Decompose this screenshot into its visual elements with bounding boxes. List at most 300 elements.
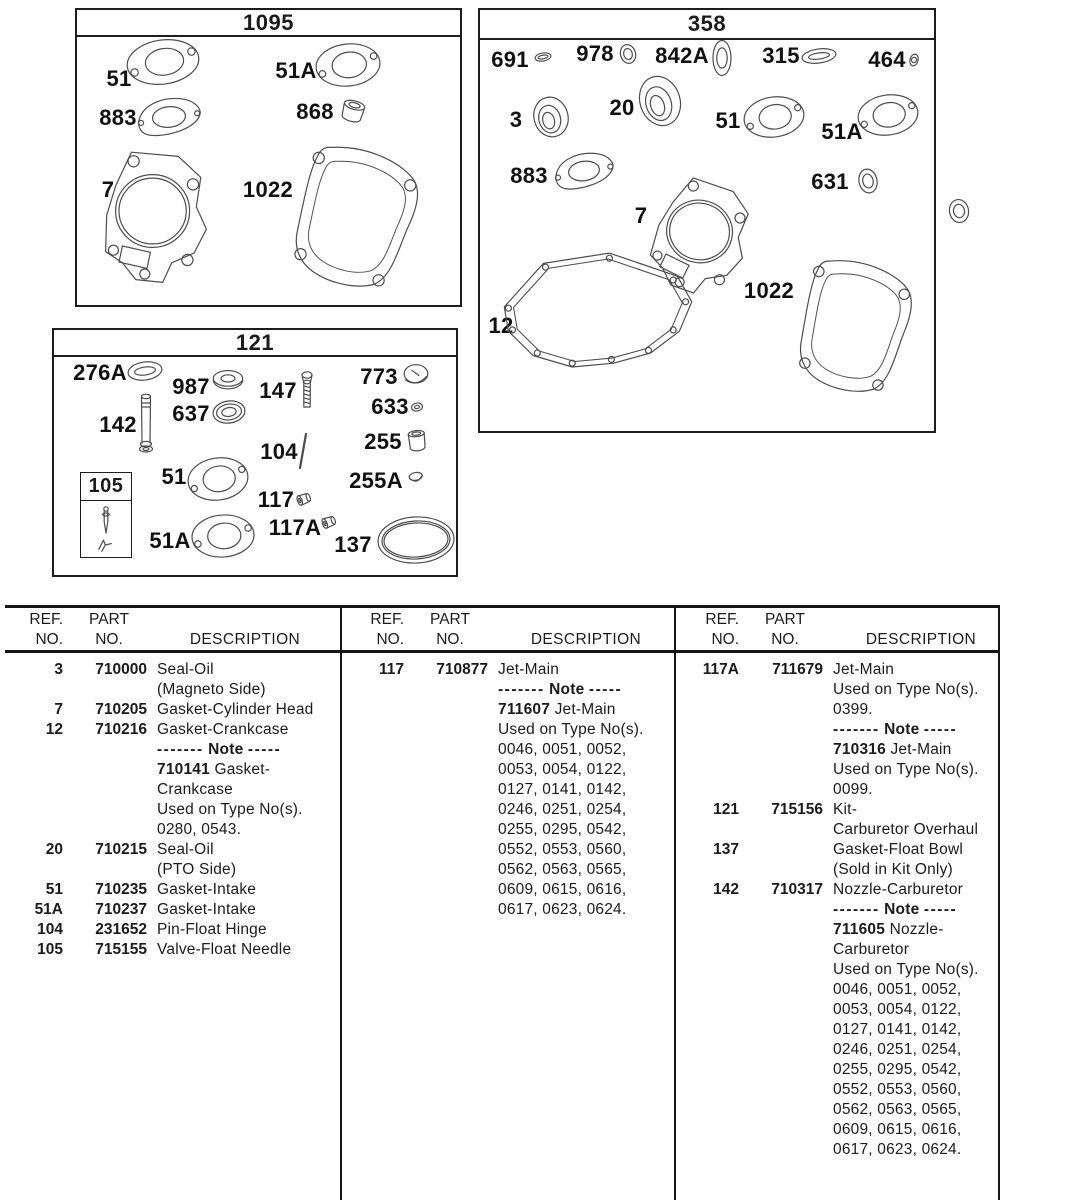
part-ref-label-117A: 117A <box>268 515 322 540</box>
part-illustration-51A <box>313 40 383 91</box>
table-row-line <box>676 1080 979 1100</box>
table-row-line <box>676 1040 979 1060</box>
cell-ref-no <box>676 780 739 800</box>
cell-part-no <box>747 900 823 920</box>
table-row-line <box>676 880 979 900</box>
table-row-line <box>0 720 313 740</box>
part-illustration-637 <box>210 398 247 426</box>
table-header-row <box>341 610 674 630</box>
part-illustration-883 <box>134 95 204 140</box>
diagram-box-title-105: 105 <box>81 473 131 501</box>
table-row-line <box>0 860 313 880</box>
cell-part-no <box>747 720 823 740</box>
header-ref-no: REF. <box>705 611 739 628</box>
cell-description: 0046, 0051, 0052, <box>833 981 962 998</box>
part-ref-label-276A: 276A <box>73 360 127 385</box>
part-ref-label-631: 631 <box>811 169 849 194</box>
cell-ref-no <box>341 820 404 840</box>
table-row-line <box>676 820 979 840</box>
cell-part-no <box>747 1080 823 1100</box>
part-illustration-12 <box>494 248 700 376</box>
cell-description: 0552, 0553, 0560, <box>833 1081 962 1098</box>
cell-description: (Sold in Kit Only) <box>833 861 953 878</box>
part-ref-label-637: 637 <box>172 401 210 426</box>
table-row-line <box>341 760 644 780</box>
part-ref-label-987: 987 <box>172 374 210 399</box>
cell-part-no <box>747 860 823 880</box>
cell-ref-no: 137 <box>713 841 739 858</box>
cell-ref-no <box>341 780 404 800</box>
cell-part-no <box>412 720 488 740</box>
part-ref-label-51: 51 <box>715 108 741 133</box>
part-ref-label-3: 3 <box>509 107 523 132</box>
cell-description: 0053, 0054, 0122, <box>833 1001 962 1018</box>
diagram-box-title-358: 358 <box>480 10 934 40</box>
cell-ref-no <box>341 900 404 920</box>
table-row-line <box>676 1020 979 1040</box>
table-row-line <box>676 900 979 920</box>
header-part-no: PART <box>430 611 470 628</box>
table-row-line <box>676 1000 979 1020</box>
cell-description: 0399. <box>833 701 873 718</box>
part-illustration-773 <box>402 363 430 387</box>
header-part-no: PART <box>765 611 805 628</box>
cell-part-no <box>747 740 823 760</box>
table-row-line <box>676 940 979 960</box>
cell-ref-no <box>676 1120 739 1140</box>
part-ref-label-1022: 1022 <box>242 177 294 202</box>
cell-description: Carburetor Overhaul <box>833 821 979 838</box>
cell-description: 0562, 0563, 0565, <box>833 1101 962 1118</box>
part-ref-label-883: 883 <box>510 163 548 188</box>
part-ref-label-978: 978 <box>576 41 614 66</box>
part-ref-label-51: 51 <box>106 66 132 91</box>
cell-part-no <box>747 940 823 960</box>
part-ref-label-691: 691 <box>491 47 529 72</box>
cell-description: Used on Type No(s). <box>833 761 979 778</box>
cell-part-no <box>747 780 823 800</box>
cell-description: 0246, 0251, 0254, <box>498 801 627 818</box>
table-row-line <box>0 900 313 920</box>
table-row-line <box>341 740 644 760</box>
cell-part-no <box>412 800 488 820</box>
cell-part-no <box>71 860 147 880</box>
cell-description: Carburetor <box>833 941 910 958</box>
cell-part-no <box>412 820 488 840</box>
table-row-line <box>676 1060 979 1080</box>
table-row-line <box>676 980 979 1000</box>
cell-description: 0127, 0141, 0142, <box>498 781 627 798</box>
part-ref-label-7: 7 <box>101 177 115 202</box>
cell-ref-no <box>341 700 404 720</box>
cell-description: Gasket-Float Bowl <box>833 841 964 858</box>
cell-part-no <box>747 1020 823 1040</box>
table-row-line <box>0 840 313 860</box>
cell-description: Used on Type No(s). <box>833 961 979 978</box>
header-ref-no: REF. <box>29 611 63 628</box>
part-ref-label-51A: 51A <box>149 528 191 553</box>
cell-part-no <box>747 1100 823 1120</box>
part-ref-label-7: 7 <box>634 203 648 228</box>
table-row-line <box>676 720 979 740</box>
cell-part-no <box>747 700 823 720</box>
cell-description: ------- Note ----- <box>833 901 958 918</box>
cell-description: Gasket-Cylinder Head <box>157 701 314 718</box>
cell-part-no <box>747 920 823 940</box>
table-header-rule <box>5 650 1000 653</box>
cell-ref-no <box>676 920 739 940</box>
table-col-group-1 <box>0 660 313 960</box>
cell-description: Pin-Float Hinge <box>157 921 267 938</box>
table-row-line <box>341 700 644 720</box>
header-description: DESCRIPTION <box>189 631 301 648</box>
header-part-no: PART <box>89 611 129 628</box>
cell-description: 711607 Jet-Main <box>498 701 616 718</box>
cell-part-no <box>412 840 488 860</box>
table-row-line <box>676 660 979 680</box>
part-illustration-842A <box>712 40 732 77</box>
cell-ref-no <box>676 700 739 720</box>
cell-part-no: 715156 <box>771 801 823 818</box>
table-row-line <box>341 840 644 860</box>
cell-part-no <box>71 680 147 700</box>
cell-part-no: 710877 <box>436 661 488 678</box>
cell-part-no <box>412 900 488 920</box>
cell-description: Valve-Float Needle <box>157 941 292 958</box>
cell-description: 710316 Jet-Main <box>833 741 952 758</box>
part-ref-label-12: 12 <box>488 313 514 338</box>
part-ref-label-255A: 255A <box>349 468 403 493</box>
table-row-line <box>0 700 313 720</box>
cell-ref-no: 51 <box>45 881 63 898</box>
table-row-line <box>341 720 644 740</box>
part-illustration-1022 <box>283 136 432 297</box>
table-row-line <box>676 920 979 940</box>
cell-description: Gasket-Intake <box>157 901 257 918</box>
table-header-row <box>0 630 333 650</box>
table-row-line <box>0 820 313 840</box>
cell-part-no: 710205 <box>95 701 147 718</box>
cell-description: 710141 Gasket- <box>157 761 271 778</box>
header-part-no: NO. <box>436 631 464 648</box>
header-description <box>833 610 1009 630</box>
part-ref-label-842A: 842A <box>655 43 709 68</box>
cell-part-no: 711679 <box>772 661 823 678</box>
part-ref-label-51A: 51A <box>821 119 863 144</box>
part-illustration-51 <box>184 453 252 505</box>
part-illustration-255 <box>406 429 428 454</box>
part-ref-label-633: 633 <box>371 394 409 419</box>
table-row-line <box>0 660 313 680</box>
cell-description: Used on Type No(s). <box>833 681 979 698</box>
header-description <box>157 610 333 630</box>
header-ref-no: NO. <box>711 631 739 648</box>
cell-ref-no <box>676 940 739 960</box>
cell-ref-no <box>341 860 404 880</box>
table-row-line <box>676 1120 979 1140</box>
header-ref-no: NO. <box>376 631 404 648</box>
cell-part-no <box>412 740 488 760</box>
cell-ref-no <box>676 860 739 880</box>
cell-description: 0609, 0615, 0616, <box>833 1121 962 1138</box>
part-illustration-137 <box>376 514 456 566</box>
cell-ref-no <box>341 760 404 780</box>
cell-part-no: 231652 <box>95 921 147 938</box>
cell-description: Seal-Oil <box>157 661 214 678</box>
part-illustration-104 <box>298 433 308 469</box>
header-part-no: NO. <box>771 631 799 648</box>
table-col-group-3 <box>676 660 979 1160</box>
cell-description: 0246, 0251, 0254, <box>833 1041 962 1058</box>
table-row-line <box>676 760 979 780</box>
cell-part-no <box>412 880 488 900</box>
table-row-line <box>676 840 979 860</box>
diagram-box-title-1095: 1095 <box>77 10 460 37</box>
part-ref-label-137: 137 <box>334 532 372 557</box>
cell-part-no <box>747 1000 823 1020</box>
header-ref-no: NO. <box>35 631 63 648</box>
cell-description: 0617, 0623, 0624. <box>833 1141 962 1158</box>
cell-description: Gasket-Crankcase <box>157 721 289 738</box>
cell-part-no: 710235 <box>95 881 147 898</box>
cell-description: 0280, 0543. <box>157 821 242 838</box>
cell-ref-no <box>676 820 739 840</box>
cell-ref-no <box>341 680 404 700</box>
cell-description: 711605 Nozzle- <box>833 921 944 938</box>
cell-description: Jet-Main <box>498 661 560 678</box>
cell-part-no <box>412 760 488 780</box>
cell-description: 0046, 0051, 0052, <box>498 741 627 758</box>
cell-ref-no: 142 <box>713 881 739 898</box>
header-part-no: NO. <box>95 631 123 648</box>
table-row-line <box>676 700 979 720</box>
part-illustration-51A <box>854 90 921 140</box>
cell-ref-no <box>676 720 739 740</box>
cell-part-no <box>747 760 823 780</box>
table-row-line <box>676 860 979 880</box>
cell-part-no <box>412 860 488 880</box>
cell-description: 0099. <box>833 781 873 798</box>
cell-ref-no <box>0 780 63 800</box>
cell-ref-no <box>0 680 63 700</box>
cell-description: 0552, 0553, 0560, <box>498 841 627 858</box>
cell-ref-no <box>676 1000 739 1020</box>
cell-part-no <box>747 1060 823 1080</box>
table-col-group-1-header <box>0 610 333 650</box>
table-col-group-3-header <box>676 610 1009 650</box>
cell-ref-no <box>341 720 404 740</box>
cell-ref-no <box>676 740 739 760</box>
cell-ref-no: 12 <box>45 721 63 738</box>
part-illustration <box>101 506 111 534</box>
cell-part-no: 710215 <box>95 841 147 858</box>
cell-ref-no <box>676 960 739 980</box>
table-row-line <box>676 680 979 700</box>
cell-ref-no <box>0 800 63 820</box>
table-row-line <box>676 1140 979 1160</box>
part-illustration <box>946 197 971 225</box>
table-row-line <box>341 820 644 840</box>
cell-part-no: 710237 <box>95 901 147 918</box>
part-ref-label-868: 868 <box>296 99 334 124</box>
table-row-line <box>341 680 644 700</box>
table-row-line <box>341 800 644 820</box>
table-row-line <box>676 780 979 800</box>
part-ref-label-51: 51 <box>161 464 187 489</box>
cell-description: 0617, 0623, 0624. <box>498 901 627 918</box>
part-illustration-51 <box>740 92 807 142</box>
table-row-line <box>0 940 313 960</box>
table-row-line <box>0 680 313 700</box>
table-row-line <box>676 740 979 760</box>
cell-part-no <box>412 680 488 700</box>
cell-ref-no <box>676 680 739 700</box>
table-right-border <box>998 605 1000 1200</box>
part-illustration-987 <box>212 368 244 394</box>
cell-ref-no: 117 <box>378 661 404 678</box>
cell-part-no: 710317 <box>771 881 823 898</box>
cell-description: ------- Note ----- <box>157 741 282 758</box>
cell-ref-no <box>676 1020 739 1040</box>
part-ref-label-315: 315 <box>762 43 800 68</box>
table-row-line <box>341 900 644 920</box>
cell-part-no <box>747 1140 823 1160</box>
table-header-row <box>0 610 333 630</box>
cell-ref-no <box>341 880 404 900</box>
table-header-row <box>341 630 674 650</box>
cell-part-no <box>412 780 488 800</box>
part-illustration-142 <box>138 393 154 453</box>
cell-part-no <box>747 840 823 860</box>
cell-part-no <box>71 780 147 800</box>
table-row-line <box>0 740 313 760</box>
table-row-line <box>676 1100 979 1120</box>
cell-ref-no <box>676 1100 739 1120</box>
cell-description: Seal-Oil <box>157 841 214 858</box>
cell-ref-no: 3 <box>54 661 63 678</box>
cell-description: Used on Type No(s). <box>157 801 303 818</box>
part-ref-label-142: 142 <box>99 412 137 437</box>
table-row-line <box>341 780 644 800</box>
cell-description: (Magneto Side) <box>157 681 266 698</box>
cell-description: Used on Type No(s). <box>498 721 644 738</box>
cell-ref-no <box>676 1080 739 1100</box>
part-illustration-147 <box>300 371 314 409</box>
cell-part-no: 710216 <box>95 721 147 738</box>
cell-description: Nozzle-Carburetor <box>833 881 964 898</box>
cell-part-no: 710000 <box>95 661 147 678</box>
part-ref-label-147: 147 <box>259 378 297 403</box>
cell-ref-no <box>676 1140 739 1160</box>
cell-ref-no <box>341 740 404 760</box>
cell-part-no <box>71 820 147 840</box>
cell-ref-no <box>676 1060 739 1080</box>
cell-ref-no: 20 <box>45 841 63 858</box>
cell-part-no <box>747 960 823 980</box>
table-row-line <box>341 660 644 680</box>
cell-ref-no <box>341 800 404 820</box>
cell-ref-no <box>0 740 63 760</box>
table-top-border <box>5 605 1000 608</box>
cell-description: Jet-Main <box>833 661 895 678</box>
cell-ref-no: 105 <box>37 941 63 958</box>
part-ref-label-51A: 51A <box>275 58 317 83</box>
cell-part-no: 715155 <box>95 941 147 958</box>
part-illustration-7 <box>100 148 212 288</box>
cell-part-no <box>71 740 147 760</box>
cell-description: Crankcase <box>157 781 233 798</box>
cell-description: 0127, 0141, 0142, <box>833 1021 962 1038</box>
table-row-line <box>0 800 313 820</box>
header-description: DESCRIPTION <box>865 631 977 648</box>
part-ref-label-883: 883 <box>99 105 137 130</box>
part-ref-label-1022: 1022 <box>743 278 795 303</box>
table-row-line <box>0 760 313 780</box>
cell-ref-no <box>341 840 404 860</box>
part-illustration-51A <box>190 512 257 560</box>
cell-part-no <box>71 800 147 820</box>
cell-ref-no <box>676 900 739 920</box>
table-header-row <box>676 630 1009 650</box>
cell-ref-no: 104 <box>37 921 63 938</box>
table-row-line <box>0 880 313 900</box>
cell-part-no <box>747 1120 823 1140</box>
part-ref-label-255: 255 <box>364 429 402 454</box>
header-description: DESCRIPTION <box>530 631 642 648</box>
cell-ref-no: 121 <box>713 801 739 818</box>
cell-part-no <box>747 1040 823 1060</box>
header-ref-no: REF. <box>370 611 404 628</box>
part-illustration-1022 <box>789 252 922 400</box>
table-row-line <box>676 960 979 980</box>
part-illustration-255A <box>407 470 424 485</box>
cell-part-no <box>412 700 488 720</box>
cell-ref-no: 117A <box>702 661 739 678</box>
cell-description: ------- Note ----- <box>498 681 623 698</box>
cell-ref-no: 51A <box>34 901 63 918</box>
table-row-line <box>0 780 313 800</box>
cell-description: 0255, 0295, 0542, <box>833 1061 962 1078</box>
table-row-line <box>676 800 979 820</box>
cell-part-no <box>747 680 823 700</box>
part-ref-label-104: 104 <box>260 439 298 464</box>
part-ref-label-20: 20 <box>609 95 635 120</box>
cell-description: (PTO Side) <box>157 861 237 878</box>
cell-part-no <box>747 980 823 1000</box>
cell-ref-no <box>0 760 63 780</box>
table-row-line <box>341 860 644 880</box>
part-ref-label-773: 773 <box>360 364 398 389</box>
cell-description: 0255, 0295, 0542, <box>498 821 627 838</box>
cell-description: ------- Note ----- <box>833 721 958 738</box>
part-ref-label-464: 464 <box>868 47 906 72</box>
cell-ref-no <box>676 760 739 780</box>
cell-description: 0562, 0563, 0565, <box>498 861 627 878</box>
table-row-line <box>0 920 313 940</box>
part-illustration <box>97 538 113 552</box>
header-description <box>498 610 674 630</box>
part-ref-label-117: 117 <box>257 487 295 512</box>
cell-ref-no <box>676 1040 739 1060</box>
cell-ref-no <box>0 820 63 840</box>
cell-ref-no <box>0 860 63 880</box>
cell-description: Gasket-Intake <box>157 881 257 898</box>
cell-description: 0053, 0054, 0122, <box>498 761 627 778</box>
table-header-row <box>676 610 1009 630</box>
cell-part-no <box>71 760 147 780</box>
cell-description: 0609, 0615, 0616, <box>498 881 627 898</box>
cell-ref-no: 7 <box>54 701 63 718</box>
